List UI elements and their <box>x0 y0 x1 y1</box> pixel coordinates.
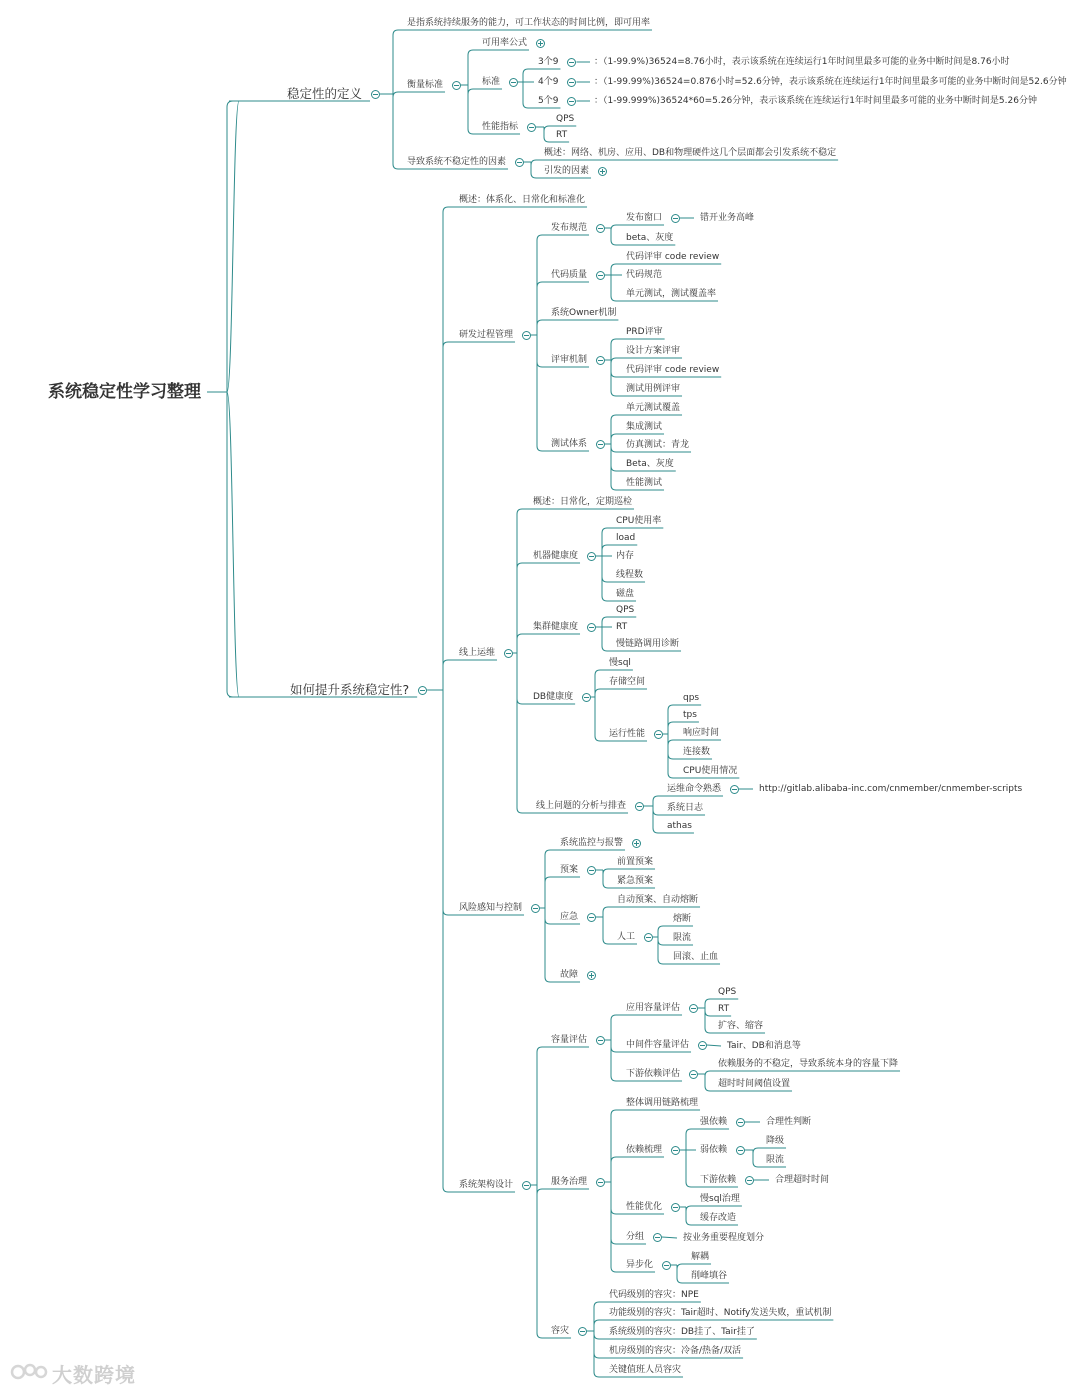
node-k2b: 紧急预案 <box>617 875 654 886</box>
node-o4: 线上问题的分析与排查 <box>536 800 627 811</box>
collapse-icon-d2b2[interactable] <box>567 78 576 87</box>
node-d2b2a: ：（1-99.99%)36524=0.876小时=52.6分钟，表示该系统在连续运行1年时间里最多可能的业务中断时间是52.6分钟 <box>594 76 1067 87</box>
node-s1b1: Tair、DB和消息等 <box>727 1040 801 1051</box>
node-d3: 导致系统不稳定性的因素 <box>407 156 507 167</box>
node-r2c: 单元测试，测试覆盖率 <box>626 288 717 299</box>
node-s2c1: 慢sql治理 <box>700 1193 740 1204</box>
node-s2b3a: 合理超时时间 <box>775 1174 830 1185</box>
node-r1a: 发布窗口 <box>626 212 663 223</box>
node-i0: 概述：体系化、日常化和标准化 <box>459 194 586 205</box>
collapse-icon-k3b[interactable] <box>644 933 653 942</box>
expand-icon-k1[interactable] <box>632 839 641 848</box>
collapse-icon-s2d[interactable] <box>653 1233 662 1242</box>
collapse-icon-s[interactable] <box>522 1181 531 1190</box>
collapse-icon-s2c[interactable] <box>671 1203 680 1212</box>
node-s2b: 依赖梳理 <box>626 1144 663 1155</box>
node-r3: 系统Owner机制 <box>551 307 617 318</box>
node-r4d: 测试用例评审 <box>626 383 681 394</box>
node-s3: 容灾 <box>551 1325 570 1336</box>
collapse-icon-d2c[interactable] <box>527 123 536 132</box>
collapse-icon-s3[interactable] <box>578 1327 587 1336</box>
collapse-icon-s1b[interactable] <box>698 1041 707 1050</box>
node-s2: 服务治理 <box>551 1176 588 1187</box>
collapse-icon-k[interactable] <box>531 904 540 913</box>
node-r2b: 代码规范 <box>626 269 663 280</box>
node-s2e2: 削峰填谷 <box>691 1270 728 1281</box>
node-s1c1: 依赖服务的不稳定，导致系统本身的容量下降 <box>718 1058 899 1069</box>
node-k: 风险感知与控制 <box>459 902 523 913</box>
node-o2: 集群健康度 <box>533 621 579 632</box>
node-d2b3: 5个9 <box>538 95 559 106</box>
node-s2e: 异步化 <box>626 1259 654 1270</box>
node-d2a: 可用率公式 <box>482 37 528 48</box>
collapse-icon-s2b2[interactable] <box>736 1146 745 1155</box>
node-r4c: 代码评审 code review <box>626 364 720 375</box>
node-s2d1: 按业务重要程度划分 <box>683 1232 765 1243</box>
expand-icon-k4[interactable] <box>587 971 596 980</box>
collapse-icon-s2e[interactable] <box>662 1261 671 1270</box>
collapse-icon-s2[interactable] <box>596 1178 605 1187</box>
node-r5a: 单元测试覆盖 <box>626 402 681 413</box>
node-s3a: 代码级别的容灾：NPE <box>609 1289 699 1300</box>
node-s1a: 应用容量评估 <box>626 1002 681 1013</box>
node-s2c2: 缓存改造 <box>700 1212 737 1223</box>
node-k3b1: 熔断 <box>673 913 692 924</box>
node-d2: 衡量标准 <box>407 79 444 90</box>
node-k1: 系统监控与报警 <box>560 837 624 848</box>
collapse-icon-s1a[interactable] <box>689 1004 698 1013</box>
node-o1: 机器健康度 <box>533 550 579 561</box>
node-d3b: 引发的因素 <box>544 165 590 176</box>
node-o4b: 系统日志 <box>667 802 704 813</box>
node-r1b: beta、灰度 <box>626 232 674 243</box>
node-s2b2: 弱依赖 <box>700 1144 728 1155</box>
node-o2c: 慢链路调用诊断 <box>616 638 680 649</box>
node-s2e1: 解耦 <box>691 1251 710 1262</box>
node-d2c: 性能指标 <box>482 121 519 132</box>
node-r1a1: 错开业务高峰 <box>700 212 755 223</box>
node-o2b: RT <box>616 621 628 632</box>
collapse-icon-d[interactable] <box>371 90 380 99</box>
collapse-icon-i[interactable] <box>418 686 427 695</box>
node-k3b3: 回滚、止血 <box>673 951 719 962</box>
node-o3b: 存储空间 <box>609 676 646 687</box>
node-k3: 应急 <box>560 911 579 922</box>
node-s3c: 系统级别的容灾：DB挂了、Tair挂了 <box>609 1326 755 1337</box>
node-o4c: athas <box>667 820 692 831</box>
collapse-icon-d2[interactable] <box>452 81 461 90</box>
mindmap-root-title: 系统稳定性学习整理 <box>48 381 201 402</box>
node-o3c5: CPU使用情况 <box>683 765 738 776</box>
node-o3c1: qps <box>683 692 700 703</box>
node-s2d: 分组 <box>626 1231 645 1242</box>
node-o3c2: tps <box>683 709 697 720</box>
node-d3a: 概述：网络、机房、应用、DB和物理硬件这几个层面都会引发系统不稳定 <box>544 147 837 158</box>
collapse-icon-o2[interactable] <box>587 623 596 632</box>
node-o1a: CPU使用率 <box>616 515 662 526</box>
node-r5c: 仿真测试：青龙 <box>626 439 690 450</box>
node-k2a: 前置预案 <box>617 856 654 867</box>
collapse-icon-o3c[interactable] <box>654 730 663 739</box>
node-s1a1: QPS <box>718 986 737 997</box>
node-d2b1: 3个9 <box>538 56 559 67</box>
collapse-icon-d2b[interactable] <box>509 78 518 87</box>
node-i: 如何提升系统稳定性? <box>290 681 410 697</box>
node-d2b2: 4个9 <box>538 76 559 87</box>
collapse-icon-o3[interactable] <box>582 693 591 702</box>
node-k4: 故障 <box>560 969 579 980</box>
node-s1a2: RT <box>718 1003 730 1014</box>
node-s2b2b: 限流 <box>766 1154 785 1165</box>
node-s1c: 下游依赖评估 <box>626 1068 681 1079</box>
node-s2b2a: 降级 <box>766 1135 785 1146</box>
node-s2b1a: 合理性判断 <box>766 1116 812 1127</box>
collapse-icon-s1c[interactable] <box>689 1070 698 1079</box>
node-r4: 评审机制 <box>551 354 588 365</box>
collapse-icon-d2b1[interactable] <box>567 58 576 67</box>
node-r5e: 性能测试 <box>626 477 663 488</box>
node-d2b: 标准 <box>482 76 501 87</box>
node-s1b: 中间件容量评估 <box>626 1039 690 1050</box>
node-k3b2: 限流 <box>673 932 692 943</box>
node-s3e: 关键值班人员容灾 <box>609 1364 682 1375</box>
collapse-icon-o4[interactable] <box>635 802 644 811</box>
collapse-icon-o4a[interactable] <box>730 785 739 794</box>
collapse-icon-r1a[interactable] <box>671 214 680 223</box>
node-r4b: 设计方案评审 <box>626 345 681 356</box>
collapse-icon-s2b[interactable] <box>671 1146 680 1155</box>
node-r: 研发过程管理 <box>459 329 514 340</box>
collapse-icon-k3[interactable] <box>587 913 596 922</box>
node-s3d: 机房级别的容灾：冷备/热备/双活 <box>609 1345 742 1356</box>
node-s2a: 整体调用链路梳理 <box>626 1097 699 1108</box>
node-r5b: 集成测试 <box>626 421 663 432</box>
node-o4a: 运维命令熟悉 <box>667 783 722 794</box>
node-k3b: 人工 <box>617 931 636 942</box>
node-r2: 代码质量 <box>551 269 588 280</box>
collapse-icon-r5[interactable] <box>596 440 605 449</box>
node-o3a: 慢sql <box>609 657 631 668</box>
node-o1c: 内存 <box>616 550 635 561</box>
node-d2b1a: ：（1-99.9%)36524=8.76小时，表示该系统在连续运行1年时间里最多可能的业务中断时间是8.76小时 <box>594 56 1010 67</box>
collapse-icon-o[interactable] <box>504 649 513 658</box>
collapse-icon-d3[interactable] <box>515 158 524 167</box>
collapse-icon-s1[interactable] <box>596 1036 605 1045</box>
node-r5: 测试体系 <box>551 438 588 449</box>
watermark-text: 大数跨境 <box>52 1363 136 1387</box>
node-o4a1: http://gitlab.alibaba-inc.com/cnmember/cnmember-scripts <box>759 783 1023 794</box>
node-d2c1: QPS <box>556 113 575 124</box>
node-r5d: Beta、灰度 <box>626 458 674 469</box>
collapse-icon-r2[interactable] <box>596 271 605 280</box>
node-s2b3: 下游依赖 <box>700 1174 737 1185</box>
node-s1a3: 扩容、缩容 <box>718 1020 764 1031</box>
node-o: 线上运维 <box>459 647 496 658</box>
node-s: 系统架构设计 <box>459 1179 514 1190</box>
watermark-logo-icon <box>10 1360 48 1384</box>
collapse-icon-r[interactable] <box>522 331 531 340</box>
node-s1c2: 超时时间阈值设置 <box>718 1078 791 1089</box>
node-s2b1: 强依赖 <box>700 1116 728 1127</box>
node-d: 稳定性的定义 <box>287 85 363 101</box>
collapse-icon-s2b3[interactable] <box>745 1176 754 1185</box>
node-r2a: 代码评审 code review <box>626 251 720 262</box>
node-o3c4: 连接数 <box>683 746 711 757</box>
collapse-icon-o1[interactable] <box>587 552 596 561</box>
node-o3c: 运行性能 <box>609 728 646 739</box>
node-o1e: 磁盘 <box>616 588 635 599</box>
node-d1: 是指系统持续服务的能力，可工作状态的时间比例，即可用率 <box>407 17 651 28</box>
node-r4a: PRD评审 <box>626 326 663 337</box>
node-s1: 容量评估 <box>551 1034 588 1045</box>
collapse-icon-r1[interactable] <box>596 224 605 233</box>
expand-icon-d2a[interactable] <box>536 39 545 48</box>
collapse-icon-k2[interactable] <box>587 866 596 875</box>
node-o1d: 线程数 <box>616 569 644 580</box>
node-s3b: 功能级别的容灾：Tair超时、Notify发送失败，重试机制 <box>609 1307 832 1318</box>
node-k3a: 自动预案、自动熔断 <box>617 894 699 905</box>
collapse-icon-d2b3[interactable] <box>567 97 576 106</box>
node-o0: 概述：日常化，定期巡检 <box>533 496 633 507</box>
node-d2b3a: ：（1-99.999%)36524*60=5.26分钟，表示该系统在连续运行1年时间里最多可能的业务中断时间是5.26分钟 <box>594 95 1037 106</box>
node-o1b: load <box>616 532 636 543</box>
node-o2a: QPS <box>616 604 635 615</box>
expand-icon-d3b[interactable] <box>598 167 607 176</box>
node-k2: 预案 <box>560 864 579 875</box>
collapse-icon-r4[interactable] <box>596 356 605 365</box>
node-o3c3: 响应时间 <box>683 727 720 738</box>
node-r1: 发布规范 <box>551 222 588 233</box>
node-s2c: 性能优化 <box>626 1201 663 1212</box>
node-o3: DB健康度 <box>533 691 574 702</box>
node-d2c2: RT <box>556 129 568 140</box>
collapse-icon-s2b1[interactable] <box>736 1118 745 1127</box>
